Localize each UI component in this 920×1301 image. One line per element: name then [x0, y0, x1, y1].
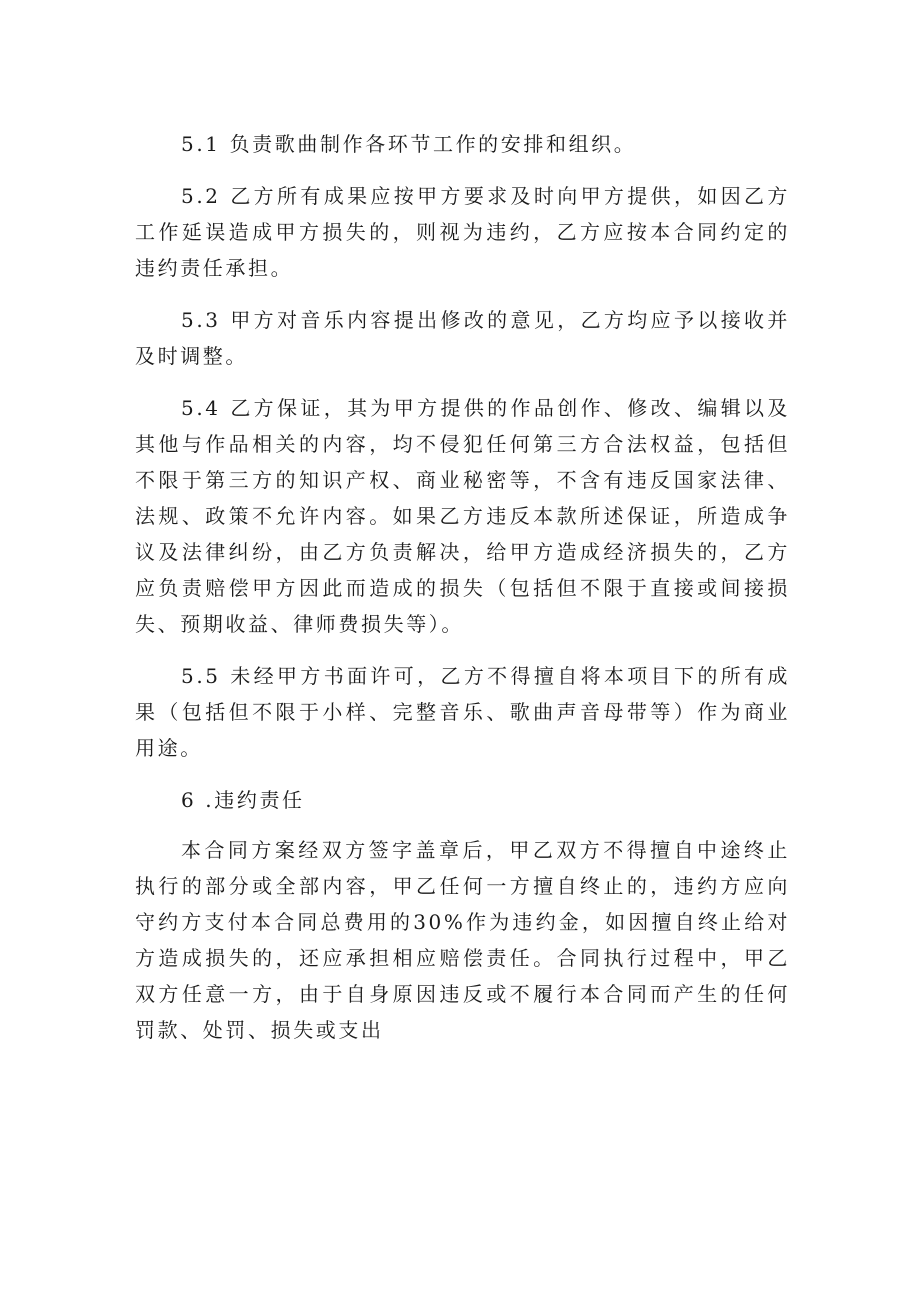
clause-5-4: 5.4 乙方保证，其为甲方提供的作品创作、修改、编辑以及其他与作品相关的内容，均不侵犯任何第三方合法权益，包括但不限于第三方的知识产权、商业秘密等，不含有违反国家法律、法规、政策不允许内容。如果乙方违反本款所述保证，所造成争议及法律纠纷，由乙方负责解决，给甲方造成经济损失的，乙方应负责赔偿甲方因此而造成的损失（包括但不限于直接或间接损失、预期收益、律师费损失等）。: [135, 396, 790, 636]
breach-liability-paragraph: 本合同方案经双方签字盖章后，甲乙双方不得擅自中途终止执行的部分或全部内容，甲乙任何一方擅自终止的，违约方应向守约方支付本合同总费用的30%作为违约金，如因擅自终止给对方造成损失的，还应承担相应赔偿责任。合同执行过程中，甲乙双方任意一方，由于自身原因违反或不履行本合同而产生的任何罚款、处罚、损失或支出: [135, 838, 790, 1042]
clause-5-3: 5.3 甲方对音乐内容提出修改的意见，乙方均应予以接收并及时调整。: [135, 308, 790, 368]
document-body: [135, 126, 790, 1048]
clause-5-5: 5.5 未经甲方书面许可，乙方不得擅自将本项目下的所有成果（包括但不限于小样、完整音乐、歌曲声音母带等）作为商业用途。: [135, 664, 790, 760]
section-heading-breach-liability: 6 .违约责任: [181, 788, 305, 812]
clause-5-2: 5.2 乙方所有成果应按甲方要求及时向甲方提供，如因乙方工作延误造成甲方损失的，则视为违约，乙方应按本合同约定的违约责任承担。: [135, 184, 790, 280]
clause-5-1: 5.1 负责歌曲制作各环节工作的安排和组织。: [181, 132, 637, 156]
